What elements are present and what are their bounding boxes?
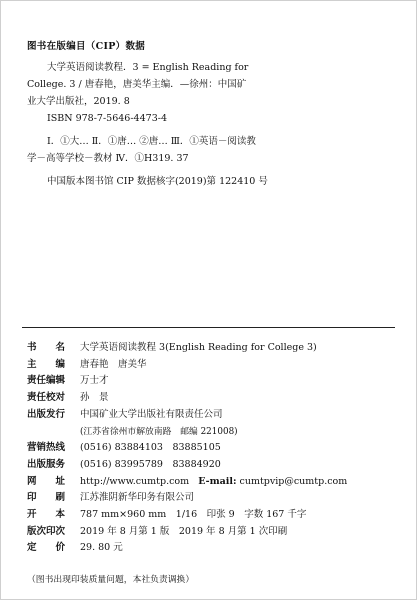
email-link[interactable]: cumtpvip@cumtp.com [239,475,348,487]
responsible-editor-label: 责任编辑 [27,375,66,387]
publishing-service-row [27,457,399,474]
quality-note: （图书出现印装质量问题，本社负责调换） [27,575,195,585]
publisher-value: 中国矿业大学出版社有限责任公司 [80,408,223,420]
responsible-editor-value: 万士才 [80,375,109,387]
title-value: 大学英语阅读教程 3(English Reading for College 3) [80,342,317,353]
publishing-service-value: (0516) 83995789 83884920 [80,458,221,470]
website-row [27,474,399,491]
divider [22,327,395,328]
publication-details [27,340,399,557]
cip-title-line-2: College. 3 / 唐春艳，唐美华主编．—徐州：中国矿 [27,79,247,90]
cip-heading: 图书在版编目（CIP）数据 [27,41,146,52]
printer-row [27,490,399,507]
sales-hotline-value: (0516) 83884103 83885105 [80,442,221,454]
price-value: 29. 80 元 [80,542,123,554]
price-label: 定 价 [27,542,66,554]
proofreader-value: 孙 景 [80,392,109,404]
format-label: 开 本 [27,509,66,521]
price-row [27,540,399,557]
publisher-address: (江苏省徐州市解放南路 邮编 221008) [80,426,238,437]
cip-title-line-3: 业大学出版社，2019. 8 [27,96,130,107]
sales-hotline-label: 营销热线 [27,442,66,454]
website-label: 网 址 [27,475,66,487]
publisher-row [27,407,399,424]
title-label: 书 名 [27,342,66,353]
publishing-service-label: 出版服务 [27,458,66,470]
editor-value: 唐春艳 唐美华 [80,358,147,370]
cip-block [27,38,399,190]
proofreader-row [27,390,399,407]
printer-value: 江苏淮阴新华印务有限公司 [80,492,195,504]
sales-hotline-row [27,440,399,457]
email-label: E-mail: [198,475,237,487]
cip-classification-2: 学－高等学校－教材 Ⅳ．①H319. 37 [27,153,189,164]
title-row [27,340,399,357]
responsible-editor-row [27,373,399,390]
edition-label: 版次印次 [27,525,66,537]
format-value: 787 mm×960 mm 1/16 印张 9 字数 167 千字 [80,509,307,521]
editor-row [27,357,399,374]
proofreader-label: 责任校对 [27,392,66,404]
publisher-label: 出版发行 [27,408,66,420]
edition-row [27,524,399,541]
cip-classification-1: Ⅰ．①大… Ⅱ．①唐… ②唐… Ⅲ．①英语－阅读教 [47,136,256,147]
cip-number: 中国版本图书馆 CIP 数据核字(2019)第 122410 号 [47,176,268,187]
cip-title-line-1: 大学英语阅读教程．3 = English Reading for [47,62,249,73]
website-link[interactable]: http://www.cumtp.com [80,475,190,487]
cip-isbn: ISBN 978-7-5646-4473-4 [47,113,167,124]
edition-value: 2019 年 8 月第 1 版 2019 年 8 月第 1 次印刷 [80,525,288,537]
format-row [27,507,399,524]
printer-label: 印 刷 [27,492,66,504]
editor-label: 主 编 [27,358,66,370]
